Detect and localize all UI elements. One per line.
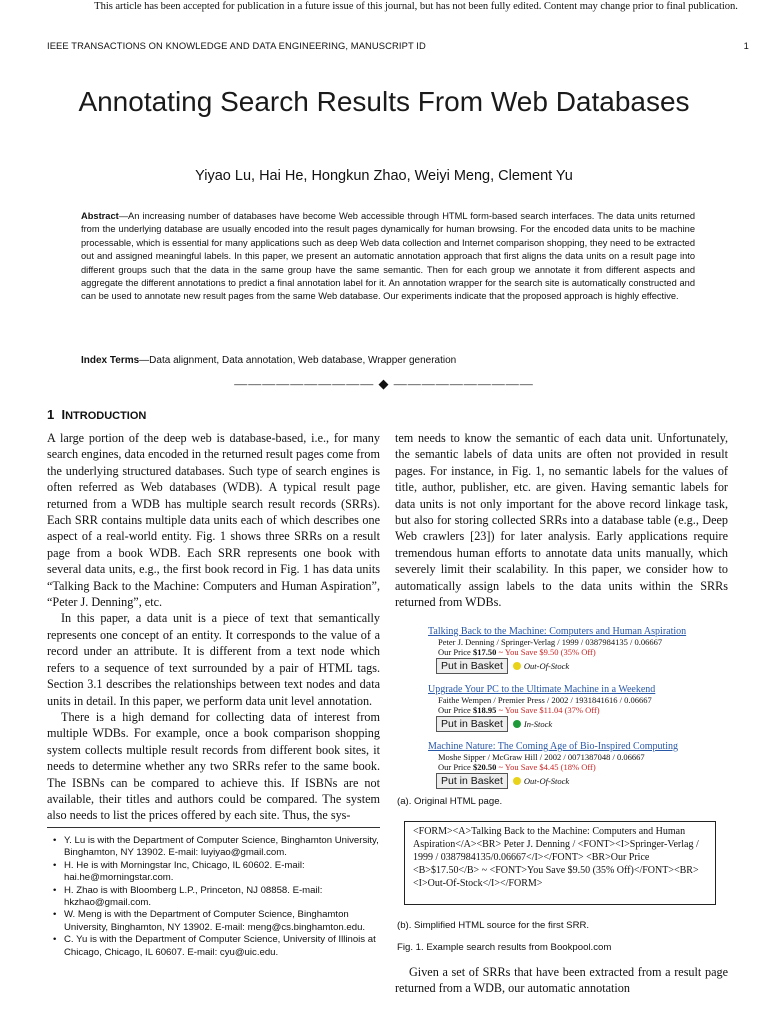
record-price-line: Our Price $20.50 ~ You Save $4.45 (18% Off) (438, 762, 596, 772)
stock-status: In-Stock (523, 719, 553, 729)
figure-caption-b: (b). Simplified HTML source for the first SRR. (397, 920, 590, 931)
record-author-line: Peter J. Denning / Springer-Verlag / 1999 / 0387984135 / 0.06667 (438, 637, 663, 647)
record-title-link[interactable]: Talking Back to the Machine: Computers and Human Aspiration (428, 626, 687, 637)
record-author-line: Moshe Sipper / McGraw Hill / 2002 / 0071387048 / 0.06667 (438, 752, 645, 762)
footnote-item: • Y. Lu is with the Department of Computer Science, Binghamton University, Binghamton, NY 13902. E-mail: luyiyao@gmail.com. (47, 835, 387, 860)
put-in-basket-button[interactable]: Put in Basket (436, 658, 508, 674)
stock-status: Out-Of-Stock (523, 661, 570, 671)
left-column (47, 430, 380, 824)
figure-caption-a: (a). Original HTML page. (397, 796, 503, 807)
footnotes (47, 835, 387, 959)
journal-name: IEEE TRANSACTIONS ON KNOWLEDGE AND DATA ENGINEERING, MANUSCRIPT ID (47, 40, 426, 51)
index-terms-text: —Data alignment, Data annotation, Web database, Wrapper generation (139, 355, 457, 366)
paragraph: There is a high demand for collecting data of interest from multiple WDBs. For example, once a book comparison shopping system collects multiple result records from different book sites, it needs to determine whether any two SRRs refer to the same book. The ISBNs can be compared to achieve this. If ISBNs are not available, their titles and authors could be compared. The system also needs to list the prices offered by each site. Thus, the sys- (47, 709, 380, 823)
record-price-line: Our Price $18.95 ~ You Save $11.04 (37% Off) (438, 705, 600, 715)
search-result-record (428, 684, 728, 732)
stock-status: Out-Of-Stock (523, 776, 570, 786)
index-terms-label: Index Terms (81, 355, 140, 366)
paper-title: Annotating Search Results From Web Databases (78, 86, 690, 117)
author-list: Yiyao Lu, Hai He, Hongkun Zhao, Weiyi Meng, Clement Yu (195, 168, 573, 184)
stock-status-icon (513, 662, 521, 670)
put-in-basket-button[interactable]: Put in Basket (436, 773, 508, 789)
footnote-item: • C. Yu is with the Department of Computer Science, University of Illinois at Chicago, Chicago, IL 60607. E-mail: cyu@uic.edu. (47, 934, 387, 959)
paragraph: In this paper, a data unit is a piece of text that semantically represents one concept of an entity. It corresponds to the value of a record under an attribute. It is different from a text node which refers to a sequence of text surrounded by a pair of HTML tags. Section 3.1 describes the relationships between text nodes and data units in detail. In this paper, we perform data unit level annotation. (47, 611, 380, 708)
stock-status-icon (513, 777, 521, 785)
footnote-item: • H. He is with Morningstar Inc, Chicago, IL 60602. E-mail: hai.he@morningstar.com. (47, 860, 387, 885)
html-source-box: <FORM><A>Talking Back to the Machine: Computers and Human Aspiration</A><BR> Peter J. Denning / <FONT><I>Springer-Verlag / 1999 / 0387984135/0.06667</I></FONT> <BR>Our Price <B>$17.50</B> ~ <FONT>You Save $9.50 (35% Off)</FONT><BR> <I>Out-Of-Stock</I></FORM> (404, 821, 716, 905)
section-divider: —————————— ◆ —————————— (234, 376, 534, 391)
section-heading: 1 INTRODUCTION (47, 407, 147, 422)
paragraph: Given a set of SRRs that have been extracted from a result page returned from a WDB, our automatic annotation (395, 965, 728, 996)
figure-caption: Fig. 1. Example search results from Bookpool.com (397, 942, 612, 953)
search-result-record (428, 626, 728, 674)
record-title-link[interactable]: Machine Nature: The Coming Age of Bio-Inspired Computing (428, 741, 679, 752)
paragraph: tem needs to know the semantic of each data unit. Unfortunately, the semantic labels of data units are often not provided in result pages. For instance, in Fig. 1, no semantic labels for the values of title, author, publisher, etc. are given. Having semantic labels for data units is not only important for the above record linkage task, but also for storing collected SRRs into a database table (e.g., Deep Web crawlers [23]) for later analysis. Early applications require tremendous human efforts to annotate data units manually, which severely limit their scalability. In this paper, we consider how to automatically assign labels to the data units within the SRRs returned from WDBs. (395, 431, 728, 610)
footnote-item: • H. Zhao is with Bloomberg L.P., Princeton, NJ 08858. E-mail: hkzhao@gmail.com. (47, 885, 387, 910)
footnote-item: • W. Meng is with the Department of Computer Science, Binghamton University, Binghamton, NY 13902. E-mail: meng@cs.binghamton.edu. (47, 909, 387, 934)
record-author-line: Faithe Wempen / Premier Press / 2002 / 1931841616 / 0.06667 (438, 695, 652, 705)
abstract-label: Abstract (81, 211, 119, 221)
footnote-rule (47, 827, 380, 828)
index-terms (81, 355, 456, 366)
record-price-line: Our Price $17.50 ~ You Save $9.50 (35% Off) (438, 647, 596, 657)
record-title-link[interactable]: Upgrade Your PC to the Ultimate Machine in a Weekend (428, 684, 656, 695)
search-result-record (428, 741, 728, 789)
abstract-text: —An increasing number of databases have become Web accessible through HTML form-based search interfaces. The data units returned from the underlying database are usually encoded into the result pages dynamically for human browsing. For the encoded data units to be machine processable, which is essential for many applications such as deep Web data collection and Internet comparison shopping, they need to be extracted out and assigned meaningful labels. In this paper, we present an automatic annotation approach that first aligns the data units on a result page into different groups such that the data in the same group have the same semantic. Then for each group we annotate it from different aspects and aggregate the different annotations to predict a final annotation label for it. An annotation wrapper for the search site is automatically constructed and can be used to annotate new result pages from the same Web database. Our experiments indicate that the proposed approach is highly effective. (81, 211, 695, 302)
figure-1a (428, 620, 728, 796)
publication-notice: This article has been accepted for publication in a future issue of this journal, but has not been fully edited. Content may change prior to final publication. (94, 1, 738, 12)
right-column (395, 430, 728, 610)
abstract (81, 210, 695, 304)
stock-status-icon (513, 720, 521, 728)
page-number: 1 (743, 40, 749, 51)
running-header (47, 40, 749, 51)
paragraph: A large portion of the deep web is database-based, i.e., for many search engines, data encoded in the returned result pages come from the underlying structured databases. Such type of search engines is often referred as Web databases (WDB). A typical result page returned from a WDB has multiple search result records (SRRs). Each SRR contains multiple data units each of which describes one aspect of a real-world entity. Fig. 1 shows three SRRs on a result page from a book WDB. Each SRR represents one book with several data units, e.g., the first book record in Fig. 1 has data units “Talking Back to the Machine: Computers and Human Aspiration”, “Peter J. Denning”, etc. (47, 431, 380, 610)
put-in-basket-button[interactable]: Put in Basket (436, 716, 508, 732)
